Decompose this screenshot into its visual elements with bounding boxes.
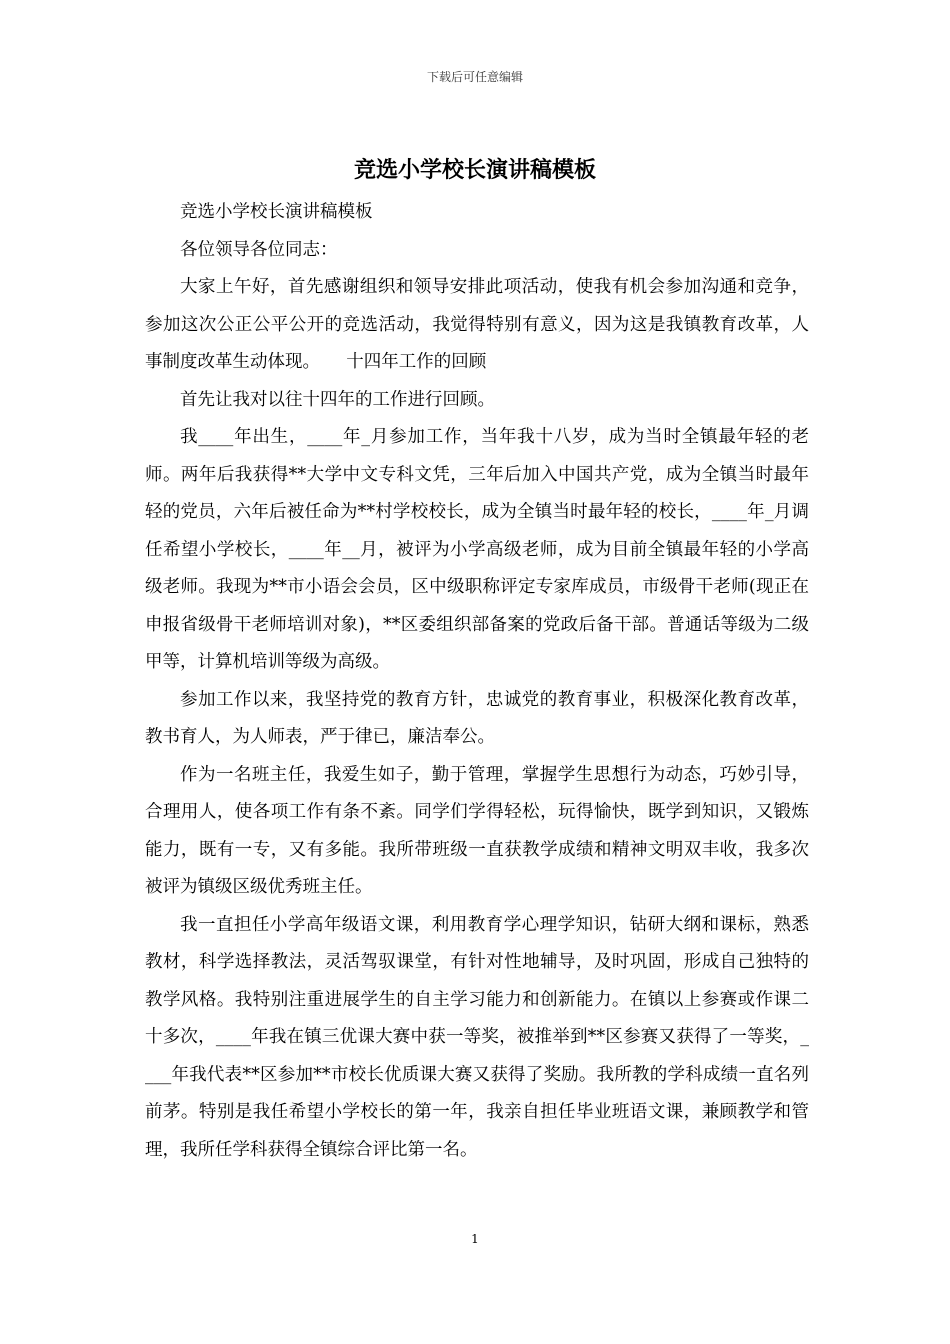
paragraph: 首先让我对以往十四年的工作进行回顾。 <box>180 389 495 410</box>
paragraph: 参加工作以来，我坚持党的教育方针，忠诚党的教育事业，积极深化教育改革，教书育人，为人师表，严于律已，廉洁奉公。 <box>145 689 809 747</box>
document-body <box>145 194 809 1169</box>
paragraph: 我一直担任小学高年级语文课，利用教育学心理学知识，钻研大纲和课标，熟悉教材，科学选择教法，灵活驾驭课堂，有针对性地辅导，及时巩固，形成自己独特的教学风格。我特别注重进展学生的自主学习能力和创新能力。在镇以上参赛或作课二十多次，____年我在镇三优课大赛中获一等奖，被推举到**区参赛又获得了一等奖，____年我代表**区参加**市校长优质课大赛又获得了奖励。我所教的学科成绩一直名列前茅。特别是我任希望小学校长的第一年，我亲自担任毕业班语文课，兼顾教学和管理，我所任学科获得全镇综合评比第一名。 <box>145 914 809 1160</box>
page-number: 1 <box>471 1232 479 1246</box>
paragraph: 大家上午好，首先感谢组织和领导安排此项活动，使我有机会参加沟通和竞争，参加这次公正公平公开的竞选活动，我觉得特别有意义，因为这是我镇教育改革，人事制度改革生动体现。 十四年工作的回顾 <box>145 277 809 372</box>
paragraph: 作为一名班主任，我爱生如子，勤于管理，掌握学生思想行为动态，巧妙引导，合理用人，使各项工作有条不紊。同学们学得轻松，玩得愉快，既学到知识，又锻炼能力，既有一专，又有多能。我所带班级一直获教学成绩和精神文明双丰收，我多次被评为镇级区级优秀班主任。 <box>145 764 809 897</box>
paragraph: 我____年出生，____年_月参加工作，当年我十八岁，成为当时全镇最年轻的老师。两年后我获得**大学中文专科文凭，三年后加入中国共产党，成为全镇当时最年轻的党员，六年后被任命为**村学校校长，成为全镇当时最年轻的校长，____年_月调任希望小学校长，____年__月，被评为小学高级老师，成为目前全镇最年轻的小学高级老师。我现为**市小语会会员，区中级职称评定专家库成员，市级骨干老师(现正在申报省级骨干老师培训对象)，**区委组织部备案的党政后备干部。普通话等级为二级甲等，计算机培训等级为高级。 <box>145 427 809 672</box>
header-note: 下载后可任意编辑 <box>426 70 523 84</box>
paragraph-salutation: 各位领导各位同志： <box>180 239 338 260</box>
document-title: 竞选小学校长演讲稿模板 <box>353 157 596 183</box>
paragraph-subtitle: 竞选小学校长演讲稿模板 <box>180 202 373 222</box>
